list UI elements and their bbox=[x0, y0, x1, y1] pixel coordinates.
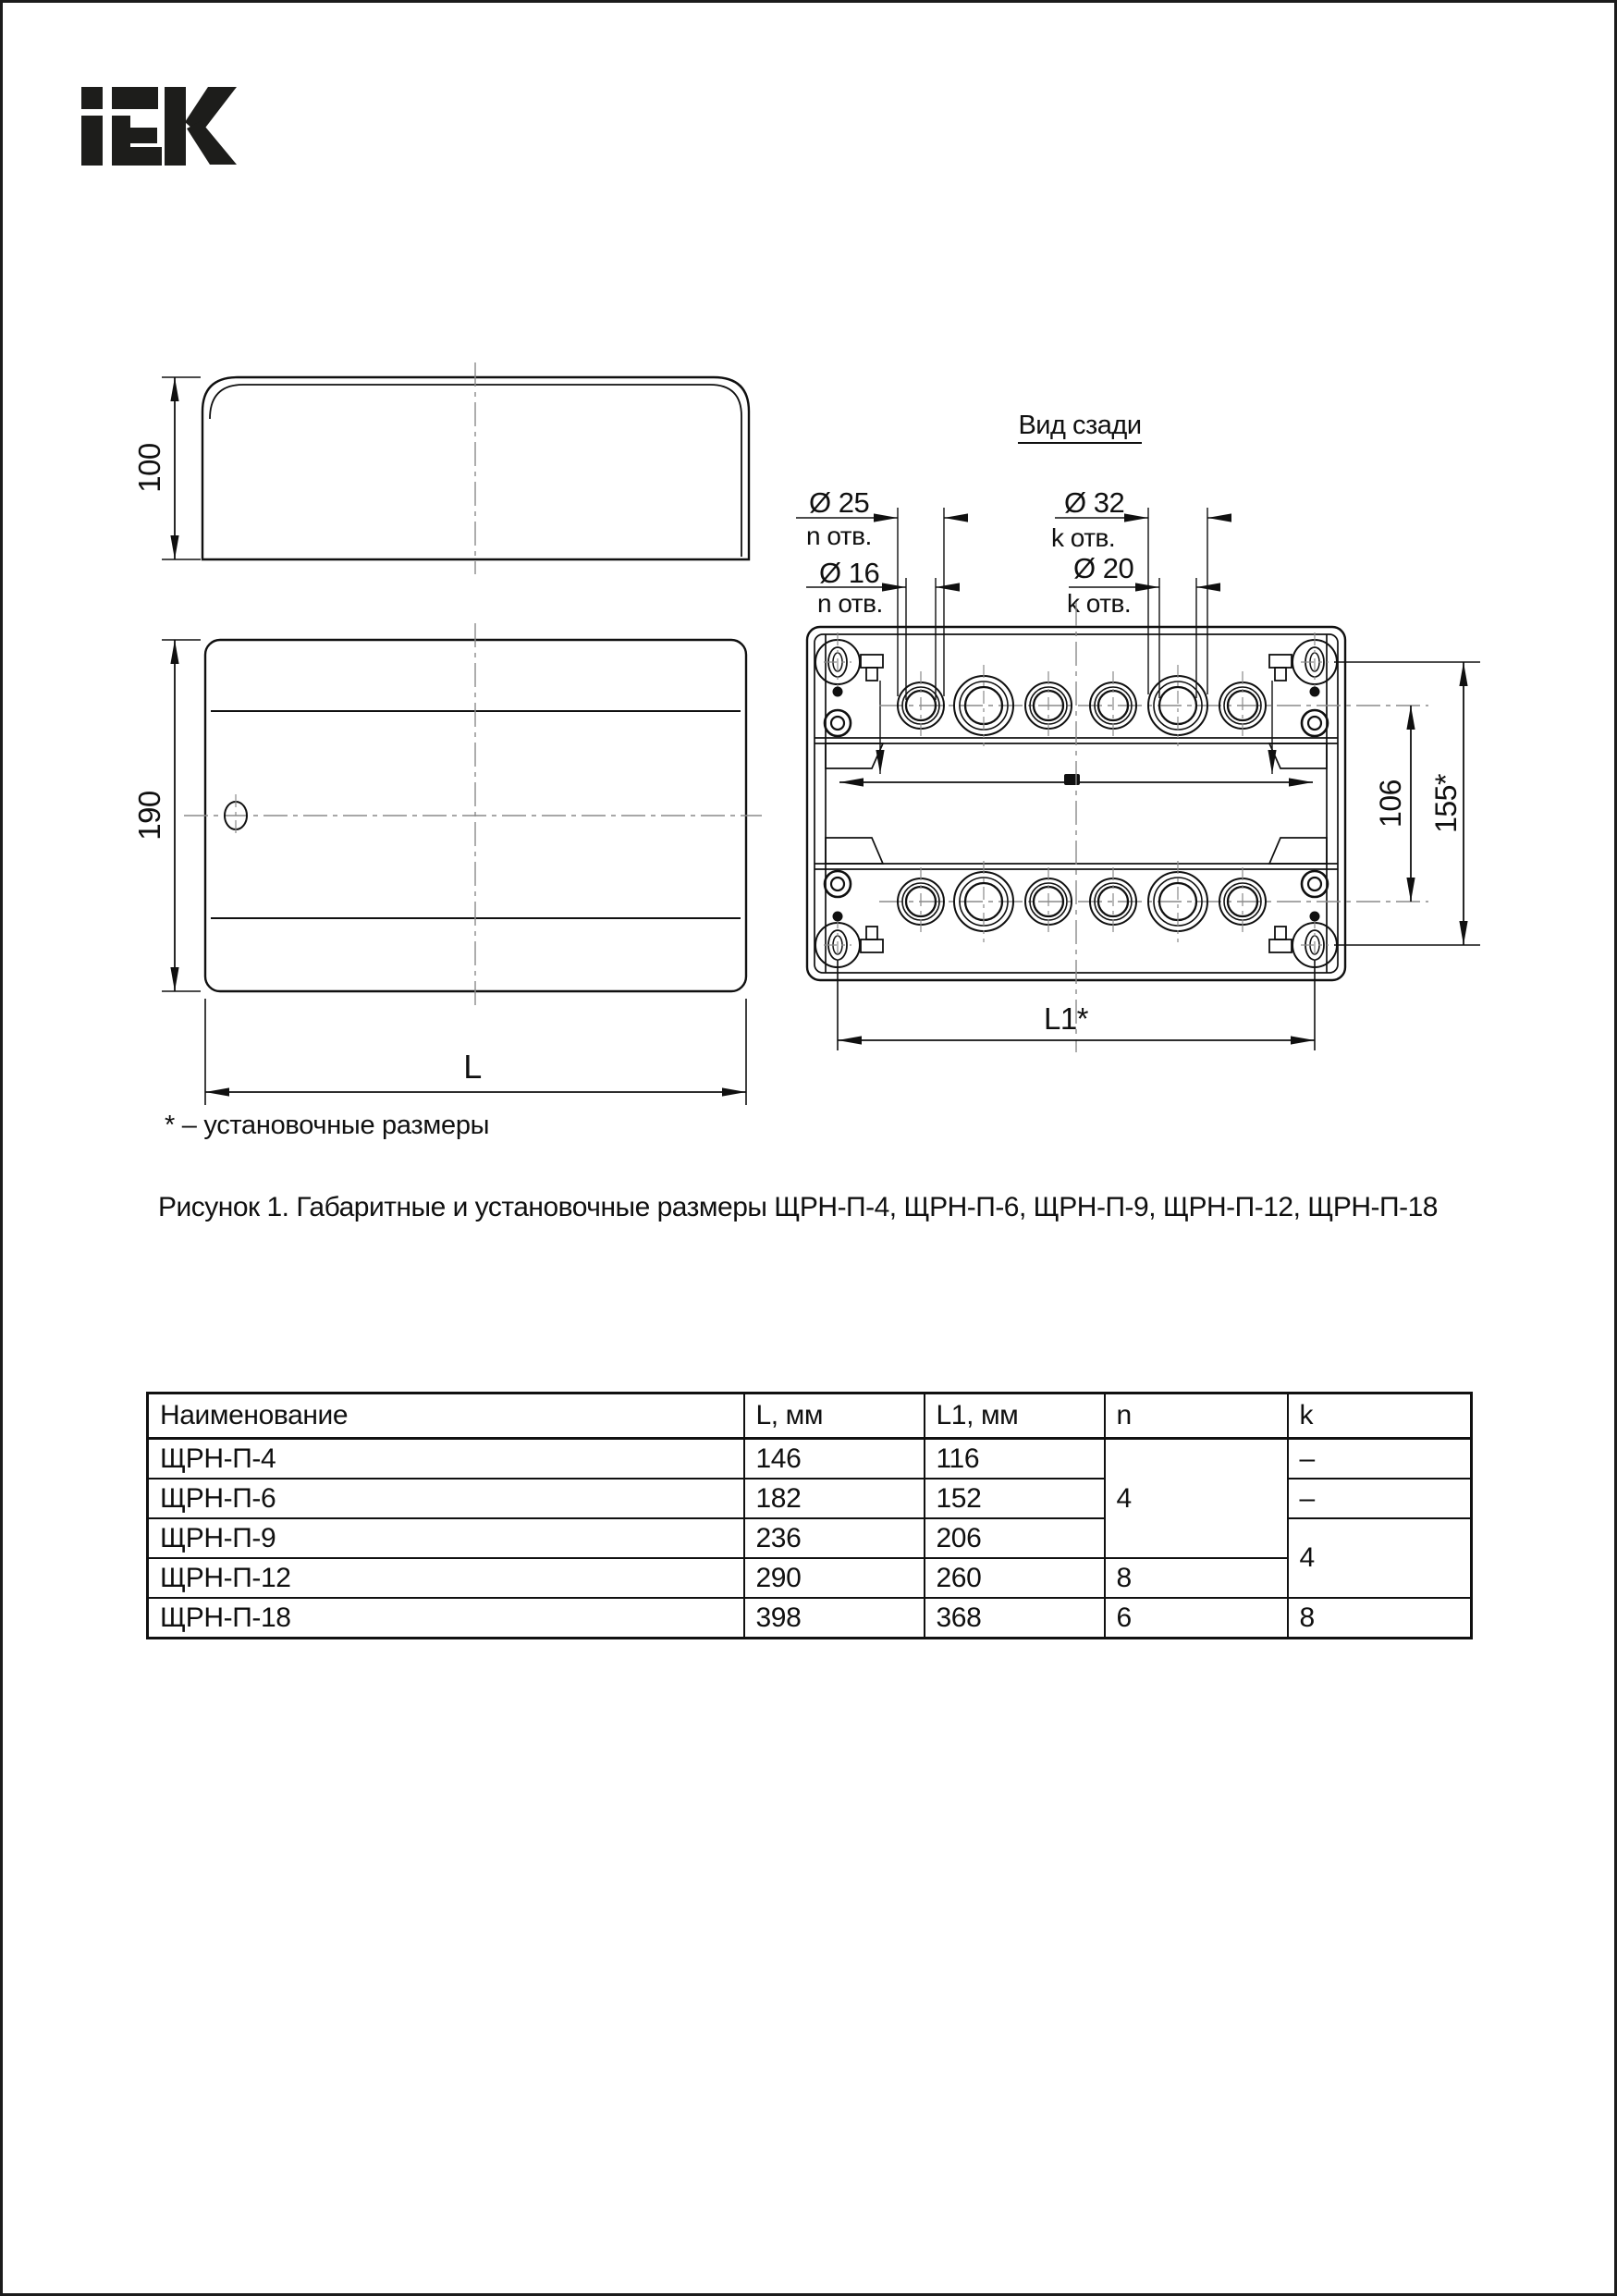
table-header-1: L, мм bbox=[744, 1394, 925, 1439]
table-cell: 236 bbox=[744, 1518, 925, 1558]
screw-hole bbox=[1302, 710, 1328, 736]
table-cell: 152 bbox=[925, 1479, 1105, 1518]
table-header-row bbox=[148, 1394, 1472, 1439]
tiny-dim-mark bbox=[1064, 774, 1080, 785]
screw-hole-inner bbox=[1308, 878, 1321, 890]
side-view-drawing bbox=[132, 362, 749, 574]
table-header-3: n bbox=[1105, 1394, 1288, 1439]
dimensions-table bbox=[146, 1392, 1473, 1639]
table-cell: ЩРН-П-4 bbox=[148, 1439, 744, 1480]
svg-text:n отв.: n отв. bbox=[817, 589, 883, 618]
svg-text:Ø 20: Ø 20 bbox=[1073, 552, 1134, 584]
svg-text:n отв.: n отв. bbox=[806, 522, 872, 550]
screw-hole-inner bbox=[831, 717, 844, 730]
table-cell: 182 bbox=[744, 1479, 925, 1518]
table-cell: ЩРН-П-18 bbox=[148, 1598, 744, 1639]
rear-view-title: Вид сзади bbox=[1018, 411, 1142, 440]
dim-height-label: 190 bbox=[132, 791, 166, 841]
table-cell: 206 bbox=[925, 1518, 1105, 1558]
table-cell: – bbox=[1288, 1479, 1472, 1518]
screw-dot bbox=[833, 912, 843, 922]
table-row bbox=[148, 1598, 1472, 1639]
table-cell: 260 bbox=[925, 1558, 1105, 1598]
table-cell: 8 bbox=[1105, 1558, 1288, 1598]
front-view-drawing bbox=[132, 623, 762, 1105]
svg-text:Ø 16: Ø 16 bbox=[819, 557, 880, 589]
screw-hole bbox=[1302, 871, 1328, 897]
knockout-holes bbox=[898, 665, 1266, 942]
table-cell: 146 bbox=[744, 1439, 925, 1480]
table-cell: ЩРН-П-6 bbox=[148, 1479, 744, 1518]
footnote: * – установочные размеры bbox=[165, 1111, 490, 1140]
table-cell: 6 bbox=[1105, 1598, 1288, 1639]
dim-mount-height-label: 155* bbox=[1429, 774, 1463, 833]
table-cell: 368 bbox=[925, 1598, 1105, 1639]
rear-view-drawing bbox=[796, 411, 1480, 1052]
screw-hole bbox=[825, 871, 851, 897]
table-cell: ЩРН-П-9 bbox=[148, 1518, 744, 1558]
dim-width-label: L bbox=[463, 1048, 482, 1086]
table-cell: 116 bbox=[925, 1439, 1105, 1480]
svg-text:k отв.: k отв. bbox=[1051, 523, 1116, 552]
dim-hole-rows-label: 106 bbox=[1374, 780, 1407, 828]
dim-mount-width-label: L1* bbox=[1043, 1001, 1089, 1036]
dim-depth-label: 100 bbox=[132, 443, 166, 493]
table-row bbox=[148, 1558, 1472, 1598]
table-header-2: L1, мм bbox=[925, 1394, 1105, 1439]
table-row bbox=[148, 1439, 1472, 1480]
table-cell: 290 bbox=[744, 1558, 925, 1598]
screw-dot bbox=[1310, 912, 1320, 922]
table-body bbox=[148, 1439, 1472, 1639]
screw-hole-inner bbox=[831, 878, 844, 890]
screw-hole-inner bbox=[1308, 717, 1321, 730]
screw-hole bbox=[825, 710, 851, 736]
dimensions-table-wrap bbox=[146, 1392, 1470, 1639]
table-cell: – bbox=[1288, 1439, 1472, 1480]
table-cell: 8 bbox=[1288, 1598, 1472, 1639]
table-header-0: Наименование bbox=[148, 1394, 744, 1439]
table-cell: ЩРН-П-12 bbox=[148, 1558, 744, 1598]
figure-drawing bbox=[3, 3, 1617, 1159]
screw-dot bbox=[1310, 687, 1320, 697]
svg-text:Ø 25: Ø 25 bbox=[809, 486, 870, 519]
svg-text:Ø 32: Ø 32 bbox=[1064, 486, 1125, 519]
svg-text:k отв.: k отв. bbox=[1067, 589, 1132, 618]
table-cell: 4 bbox=[1105, 1439, 1288, 1558]
table-cell: 4 bbox=[1288, 1518, 1472, 1598]
table-header-4: k bbox=[1288, 1394, 1472, 1439]
figure-caption: Рисунок 1. Габаритные и установочные размеры ЩРН-П-4, ЩРН-П-6, ЩРН-П-9, ЩРН-П-12, ЩРН-П-18 bbox=[158, 1192, 1438, 1222]
table-cell: 398 bbox=[744, 1598, 925, 1639]
screw-dot bbox=[833, 687, 843, 697]
